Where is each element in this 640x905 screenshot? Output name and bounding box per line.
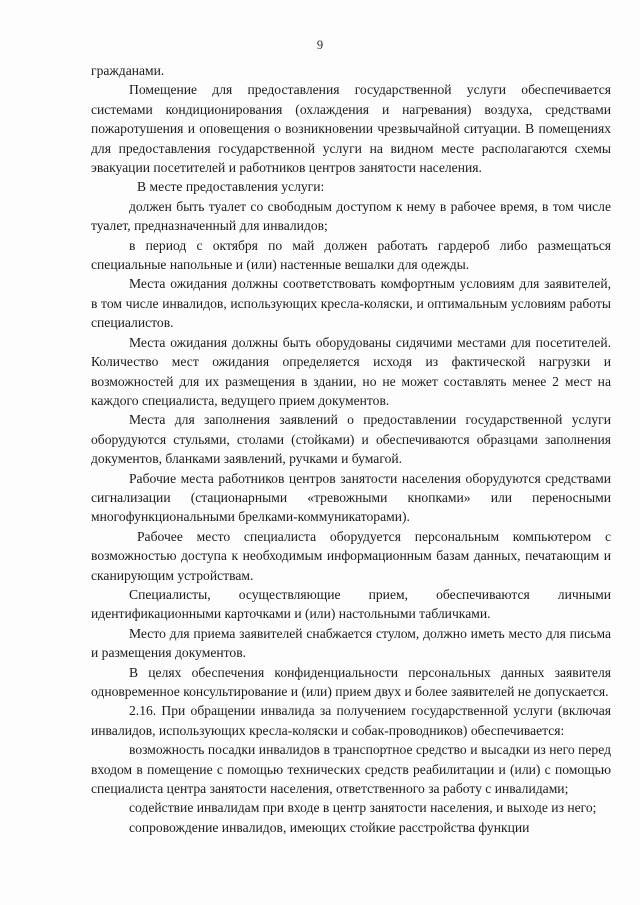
page-number: 9 <box>316 38 324 52</box>
paragraph-toilet: должен быть туалет со свободным доступом к нему в рабочее время, в том числе туалет, предназначенный для инвалидов; <box>91 198 611 234</box>
paragraph-service-place-intro: В месте предоставления услуги: <box>137 179 325 195</box>
paragraph-confidentiality: В целях обеспечения конфиденциальности персональных данных заявителя одновременное консультирование и (или) прием двух и более заявителей не допускается. <box>91 664 611 699</box>
paragraph-continuation: гражданами. <box>91 63 165 78</box>
paragraph-waiting-seats: Места ожидания должны быть оборудованы сидячими местами для посетителей. Количество мест ожидания определяется исходя из фактической нагрузки и возможностей для их размещения в здании, но не может составлять менее 2 мест на каждого специалиста, ведущего прием документов. <box>91 334 611 408</box>
paragraph-alarm-equipment: Рабочие места работников центров занятости населения оборудуются средствами сигнализации (стационарными «тревожными кнопками» или переносными многофункциональными брелками-коммуникаторами). <box>91 470 611 525</box>
paragraph-section-2-16: 2.16. При обращении инвалида за получением государственной услуги (включая инвалидов, использующих кресла-коляски и собак-проводников) обеспечивается: <box>91 703 611 738</box>
paragraph-cloakroom: в период с октября по май должен работать гардероб либо размещаться специальные напольные и (или) настенные вешалки для одежды. <box>91 237 611 273</box>
paragraph-id-cards: Специалисты, осуществляющие прием, обеспечиваются личными идентификационными карточками и (или) настольными табличками. <box>91 586 611 622</box>
paragraph-workplace-computer: Рабочее место специалиста оборудуется персональным компьютером с возможностью доступа к необходимым информационным базам данных, печатающим и сканирующим устройствам. <box>91 528 611 583</box>
paragraph-waiting-comfort: Места ожидания должны соответствовать комфортным условиям для заявителей, в том числе инвалидов, использующих кресла-коляски, и оптимальным условиям работы специалистов. <box>91 276 611 331</box>
paragraph-filling-places: Места для заполнения заявлений о предоставлении государственной услуги оборудуются стульями, столами (стойками) и обеспечиваются образцами заполнения документов, бланками заявлений, ручками и бумагой. <box>91 412 611 467</box>
paragraph-transport-boarding: возможность посадки инвалидов в транспортное средство и высадки из него перед входом в помещение с помощью технических средств реабилитации и (или) с помощью специалиста центра занятости населения, ответственного за работу с инвалидами; <box>91 742 611 797</box>
paragraph-reception-place: Место для приема заявителей снабжается стулом, должно иметь место для письма и размещения документов. <box>91 625 611 661</box>
page-body <box>91 61 611 837</box>
paragraph-premises-equipment: Помещение для предоставления государственной услуги обеспечивается системами кондиционирования (охлаждения и нагревания) воздуха, средствами пожаротушения и оповещения о возникновении чрезвычайной ситуации. В помещениях для предоставления государственной услуги на видном месте располагаются схемы эвакуации посетителей и работников центров занятости населения. <box>91 82 611 176</box>
paragraph-escort: сопровождение инвалидов, имеющих стойкие расстройства функции <box>129 819 530 835</box>
paragraph-entry-assistance: содействие инвалидам при входе в центр занятости населения, и выходе из него; <box>129 800 597 816</box>
